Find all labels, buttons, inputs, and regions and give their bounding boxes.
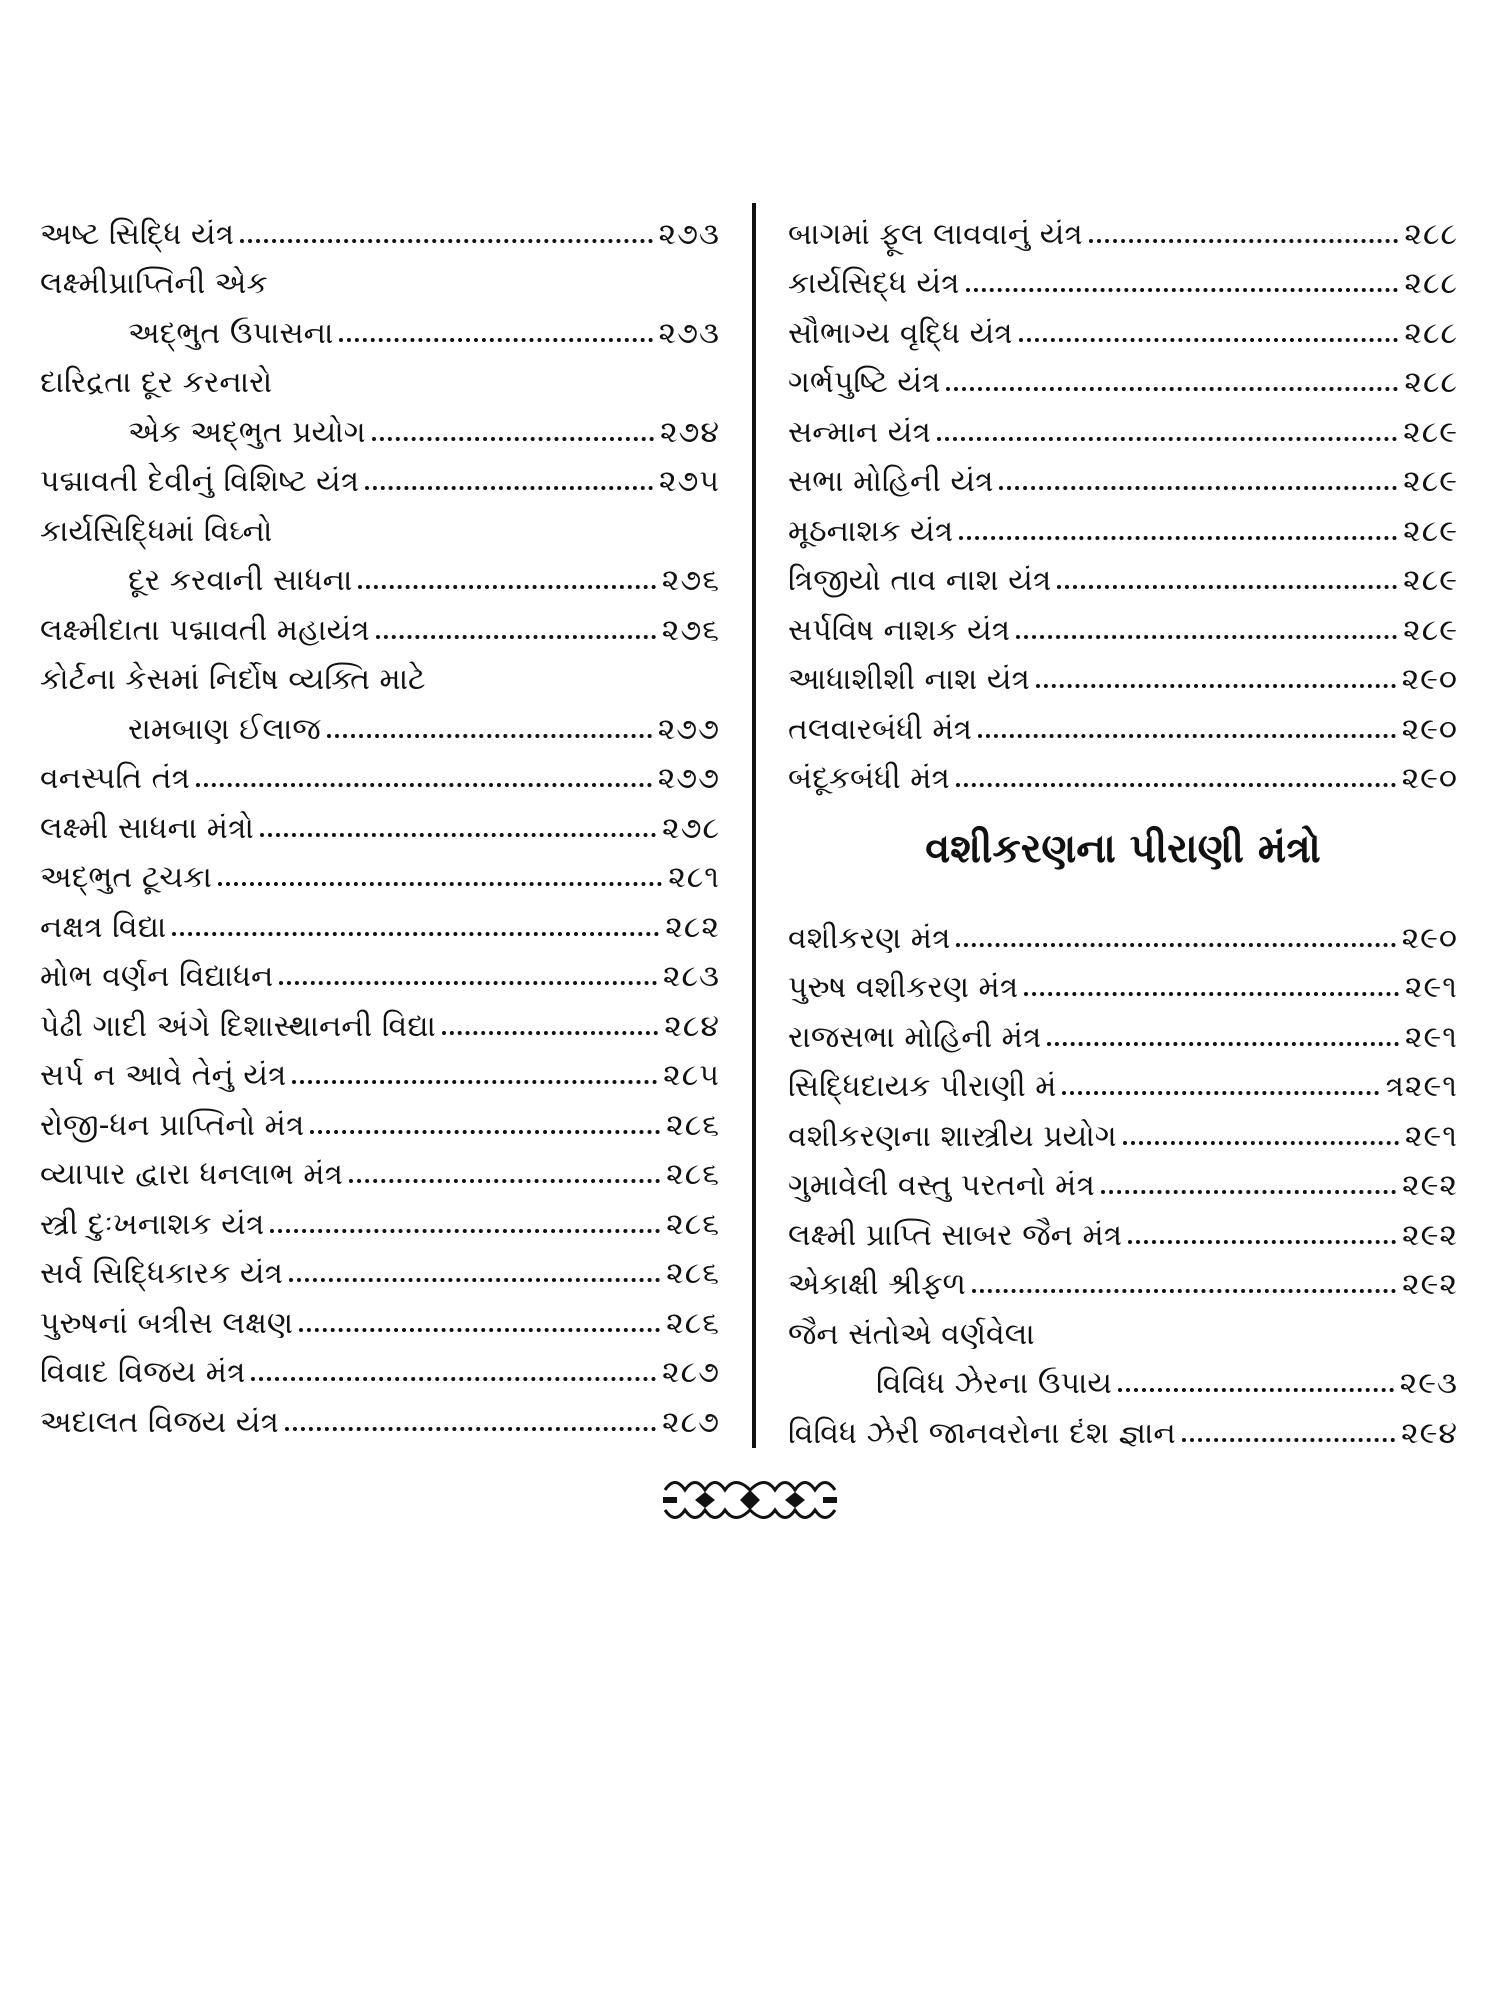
toc-entry [788, 1399, 1458, 1449]
toc-entry-title: સિદ્ધિદાયક પીરાણી મં [788, 1069, 1057, 1104]
toc-entry-page-number: ૨૮૮ [1404, 315, 1458, 351]
toc-entry-title: રોજી-ધન પ્રાપ્તિનો મંત્ર [40, 1107, 305, 1143]
toc-entry-title: વશીકરણ મંત્ર [788, 920, 951, 956]
dot-leader [339, 338, 652, 342]
toc-entry-page-number: ૨૮૧ [668, 860, 720, 895]
dot-leader [1019, 338, 1399, 342]
toc-entry-title: વિવિધ ઝેરી જાનવરોના દંશ જ્ઞાન [788, 1415, 1176, 1451]
toc-entry [40, 1190, 720, 1240]
toc-entry-title: બંદૂકબંધી મંત્ર [788, 761, 950, 796]
dot-leader [1024, 992, 1399, 996]
section-heading: વશીકરણના પીરાણી મંત્રો [925, 826, 1321, 872]
toc-right-list [788, 200, 1458, 794]
dot-leader [376, 635, 656, 639]
toc-entry [788, 1201, 1458, 1251]
toc-entry-page-number: ૨૮૯ [1403, 464, 1458, 499]
toc-entry-page-number: ૨૭૭ [657, 761, 720, 796]
toc-entry-title: સન્માન યંત્ર [788, 414, 931, 450]
toc-entry [40, 448, 720, 498]
toc-entry [788, 250, 1458, 300]
toc-entry-page-number: ૨૯૦ [1401, 662, 1458, 697]
toc-entry-page-number: ૨૮૯ [1403, 563, 1458, 598]
toc-entry-page-number: ૨૮૨ [665, 909, 720, 945]
toc-entry [40, 1339, 720, 1389]
dot-leader [270, 1229, 660, 1233]
dot-leader [966, 288, 1399, 292]
toc-entry [788, 1053, 1458, 1103]
dot-leader [1123, 1141, 1399, 1145]
toc-entry-title: મોભ વર્ણન વિદ્યાધન [40, 959, 274, 994]
dot-leader [289, 1278, 660, 1282]
toc-entry-page-number: ૨૯૨ [1402, 1267, 1458, 1302]
toc-entry [788, 349, 1458, 399]
toc-entry [40, 943, 720, 993]
toc-entry-page-number: ૨૯૦ [1401, 761, 1458, 796]
toc-entry-title: ત્રિજીયો તાવ નાશ યંત્ર [788, 563, 1052, 598]
toc-entry-page-number: ૨૮૩ [662, 959, 720, 994]
dot-leader [956, 943, 1395, 947]
toc-entry-title: બાગમાં ફૂલ લાવવાનું યંત્ર [788, 216, 1083, 252]
toc-entry-page-number: ૨૯૨ [1402, 1168, 1458, 1203]
toc-entry-title: અદ્ભુત ટૂચકા [40, 860, 212, 895]
toc-entry [788, 1152, 1458, 1202]
toc-entry-page-number: ૨૮૮ [1404, 216, 1458, 252]
toc-entry-page-number: ૨૮૯ [1403, 612, 1458, 648]
dot-leader [299, 1328, 660, 1332]
decorative-floral-ornament-icon [655, 1470, 845, 1530]
toc-entry-page-number: ૨૮૬ [666, 1107, 720, 1143]
toc-entry [788, 646, 1458, 696]
toc-entry-title: આધાશીશી નાશ યંત્ર [788, 662, 1030, 697]
toc-entry [788, 448, 1458, 498]
toc-entry-page-number: ૨૮૮ [1404, 266, 1458, 301]
toc-entry-title: વિવિધ ઝેરના ઉપાય [876, 1366, 1112, 1401]
toc-entry-title: દૂર કરવાની સાધના [128, 563, 353, 598]
toc-entry-title: રામબાણ ઈલાજ [128, 711, 321, 747]
toc-entry [40, 497, 720, 547]
toc-entry-title: પેઢી ગાદી અંગે દિશાસ્થાનની વિદ્યા [40, 1008, 436, 1044]
dot-leader [959, 536, 1397, 540]
toc-entry-title: પદ્માવતી દેવીનું વિશિષ્ટ યંત્ર [40, 464, 360, 499]
toc-entry [40, 250, 720, 300]
toc-entry-title: લક્ષ્મી સાધના મંત્રો [40, 810, 254, 846]
toc-entry [788, 1251, 1458, 1301]
dot-leader [251, 1377, 656, 1381]
toc-entry-page-number: ૨૮૯ [1403, 414, 1458, 450]
toc-entry [788, 954, 1458, 1004]
toc-entry-title: સર્પવિષ નાશક યંત્ર [788, 612, 1011, 648]
toc-entry-page-number: ૨૭૬ [661, 563, 720, 598]
toc-entry [788, 1300, 1458, 1350]
dot-leader [240, 239, 653, 243]
toc-entry-page-number: ૨૯૧ [1404, 970, 1458, 1005]
toc-entry-title: એકાક્ષી શ્રીફળ [788, 1267, 966, 1302]
toc-entry [788, 695, 1458, 745]
dot-leader [1089, 239, 1399, 243]
toc-entry-title: ગર્ભપુષ્ટિ યંત્ર [788, 365, 941, 400]
toc-entry [40, 1042, 720, 1092]
toc-entry-page-number: ૨૭૭ [657, 711, 720, 747]
toc-entry [40, 794, 720, 844]
dot-leader [972, 1289, 1396, 1293]
toc-entry-title: લક્ષ્મી પ્રાપ્તિ સાબર જૈન મંત્ર [788, 1217, 1123, 1253]
dot-leader [260, 833, 656, 837]
toc-entry [40, 596, 720, 646]
toc-entry-page-number: ૨૯૪ [1401, 1415, 1458, 1451]
dot-leader [999, 486, 1397, 490]
toc-entry-page-number: ત્ર૨૯૧ [1385, 1069, 1458, 1104]
toc-entry [40, 1240, 720, 1290]
toc-entry-title: ગુમાવેલી વસ્તુ પરતનો મંત્ર [788, 1168, 1095, 1203]
dot-leader [946, 387, 1398, 391]
toc-entry-title: અદાલત વિજય યંત્ર [40, 1404, 279, 1440]
toc-entry [788, 1003, 1458, 1053]
toc-entry-page-number: ૨૯૨ [1402, 1217, 1458, 1253]
toc-entry-page-number: ૨૮૮ [1404, 365, 1458, 400]
toc-entry-title: નક્ષત્ર વિદ્યા [40, 909, 167, 945]
toc-entry [40, 1091, 720, 1141]
toc-entry [40, 695, 720, 745]
dot-leader [956, 783, 1396, 787]
toc-entry [788, 1350, 1458, 1400]
toc-entry-title: તલવારબંધી મંત્ર [788, 711, 972, 747]
dot-leader [1016, 635, 1397, 639]
toc-entry-title: અષ્ટ સિદ્ધિ યંત્ર [40, 216, 235, 252]
toc-entry-page-number: ૨૭૬ [661, 612, 720, 648]
toc-entry [788, 745, 1458, 795]
dot-leader [442, 1031, 658, 1035]
toc-entry-title: વનસ્પતિ તંત્ર [40, 761, 190, 796]
dot-leader [218, 882, 662, 886]
toc-entry-title: સભા મોહિની યંત્ર [788, 464, 994, 499]
toc-entry [40, 200, 720, 250]
toc-entry [40, 398, 720, 448]
toc-entry-title: કાર્યસિદ્ધ યંત્ર [788, 266, 960, 301]
toc-entry [40, 1141, 720, 1191]
toc-entry-title: પુરુષ વશીકરણ મંત્ર [788, 970, 1019, 1005]
toc-entry [788, 299, 1458, 349]
dot-leader [310, 1130, 660, 1134]
dot-leader [292, 1080, 657, 1084]
toc-entry-page-number: ૨૮૭ [662, 1355, 720, 1390]
toc-entry-title: એક અદ્ભુત પ્રયોગ [128, 414, 366, 450]
toc-entry-title: લક્ષ્મીદાતા પદ્માવતી મહાયંત્ર [40, 612, 370, 648]
toc-entry [40, 646, 720, 696]
toc-entry-page-number: ૨૮૬ [666, 1206, 720, 1242]
toc-entry-title: અદ્ભુત ઉપાસના [128, 315, 334, 351]
dot-leader [365, 486, 653, 490]
toc-entry [788, 596, 1458, 646]
toc-entry-page-number: ૨૮૪ [664, 1008, 720, 1044]
toc-entry-page-number: ૨૮૫ [663, 1058, 720, 1093]
dot-leader [978, 734, 1396, 738]
toc-entry-page-number: ૨૮૬ [666, 1305, 720, 1341]
dot-leader [196, 783, 652, 787]
toc-entry-title: સૌભાગ્ય વૃદ્ધિ યંત્ર [788, 315, 1013, 351]
toc-entry-page-number: ૨૭૮ [662, 810, 720, 846]
toc-entry-page-number: ૨૯૧ [1404, 1118, 1458, 1154]
toc-entry-title: દારિદ્રતા દૂર કરનારો [40, 365, 273, 400]
toc-entry [40, 844, 720, 894]
toc-entry-title: સર્વ સિદ્ધિકારક યંત્ર [40, 1256, 283, 1291]
dot-leader [937, 437, 1397, 441]
toc-entry-page-number: ૨૮૯ [1403, 513, 1458, 549]
toc-entry [40, 349, 720, 399]
toc-entry [788, 200, 1458, 250]
toc-section-list [788, 904, 1458, 1449]
toc-entry-title: વ્યાપાર દ્વારા ધનલાભ મંત્ર [40, 1157, 343, 1192]
toc-entry-page-number: ૨૮૬ [666, 1256, 720, 1291]
toc-entry-title: કોર્ટના કેસમાં નિર્દોષ વ્યક્તિ માટે [40, 662, 426, 697]
dot-leader [1118, 1388, 1394, 1392]
toc-entry-title: વિવાદ વિજય મંત્ર [40, 1355, 246, 1390]
column-divider [752, 203, 756, 1448]
toc-entry [40, 299, 720, 349]
dot-leader [1057, 585, 1397, 589]
toc-entry-page-number: ૨૮૬ [666, 1157, 720, 1192]
dot-leader [1062, 1091, 1379, 1095]
toc-entry-title: રાજસભા મોહિની મંત્ર [788, 1019, 1042, 1055]
toc-entry-title: જૈન સંતોએ વર્ણવેલા [788, 1316, 1035, 1352]
toc-entry-page-number: ૨૯૧ [1404, 1019, 1458, 1055]
dot-leader [1036, 684, 1396, 688]
dot-leader [1101, 1190, 1396, 1194]
toc-entry-title: પુરુષનાં બત્રીસ લક્ષણ [40, 1305, 294, 1341]
toc-entry-title: સર્પ ન આવે તેનું યંત્ર [40, 1058, 287, 1093]
toc-entry-title: લક્ષ્મીપ્રાપ્તિની એક [40, 266, 268, 301]
toc-entry-page-number: ૨૭૪ [659, 414, 720, 450]
toc-right-column [788, 200, 1458, 1449]
toc-entry-page-number: ૨૯૦ [1401, 920, 1458, 956]
toc-entry-page-number: ૨૮૭ [662, 1404, 720, 1440]
toc-left-column [40, 200, 720, 1438]
toc-entry [40, 547, 720, 597]
dot-leader [285, 1427, 656, 1431]
toc-entry-page-number: ૨૭૫ [658, 464, 720, 499]
toc-entry-title: કાર્યસિદ્ધિમાં વિઘ્નો [40, 513, 273, 549]
dot-leader [349, 1179, 660, 1183]
toc-entry [40, 893, 720, 943]
dot-leader [1047, 1042, 1399, 1046]
dot-leader [327, 734, 652, 738]
toc-entry-page-number: ૨૯૩ [1399, 1366, 1458, 1401]
toc-entry [40, 1289, 720, 1339]
dot-leader [372, 437, 654, 441]
toc-entry [788, 497, 1458, 547]
dot-leader [358, 585, 655, 589]
dot-leader [279, 981, 657, 985]
dot-leader [1182, 1438, 1395, 1442]
toc-entry-page-number: ૨૯૦ [1401, 711, 1458, 747]
toc-entry-title: વશીકરણના શાસ્ત્રીય પ્રયોગ [788, 1118, 1117, 1154]
toc-entry-title: મૂઠનાશક યંત્ર [788, 513, 954, 549]
toc-entry [40, 992, 720, 1042]
toc-entry [788, 398, 1458, 448]
dot-leader [1128, 1240, 1396, 1244]
toc-entry [788, 547, 1458, 597]
toc-entry [788, 904, 1458, 954]
toc-entry [788, 1102, 1458, 1152]
toc-entry [40, 745, 720, 795]
dot-leader [172, 932, 659, 936]
toc-entry-page-number: ૨૭૩ [658, 315, 720, 351]
toc-entry [40, 1388, 720, 1438]
toc-entry-page-number: ૨૭૩ [658, 216, 720, 252]
toc-entry-title: સ્ત્રી દુઃખનાશક યંત્ર [40, 1206, 265, 1242]
